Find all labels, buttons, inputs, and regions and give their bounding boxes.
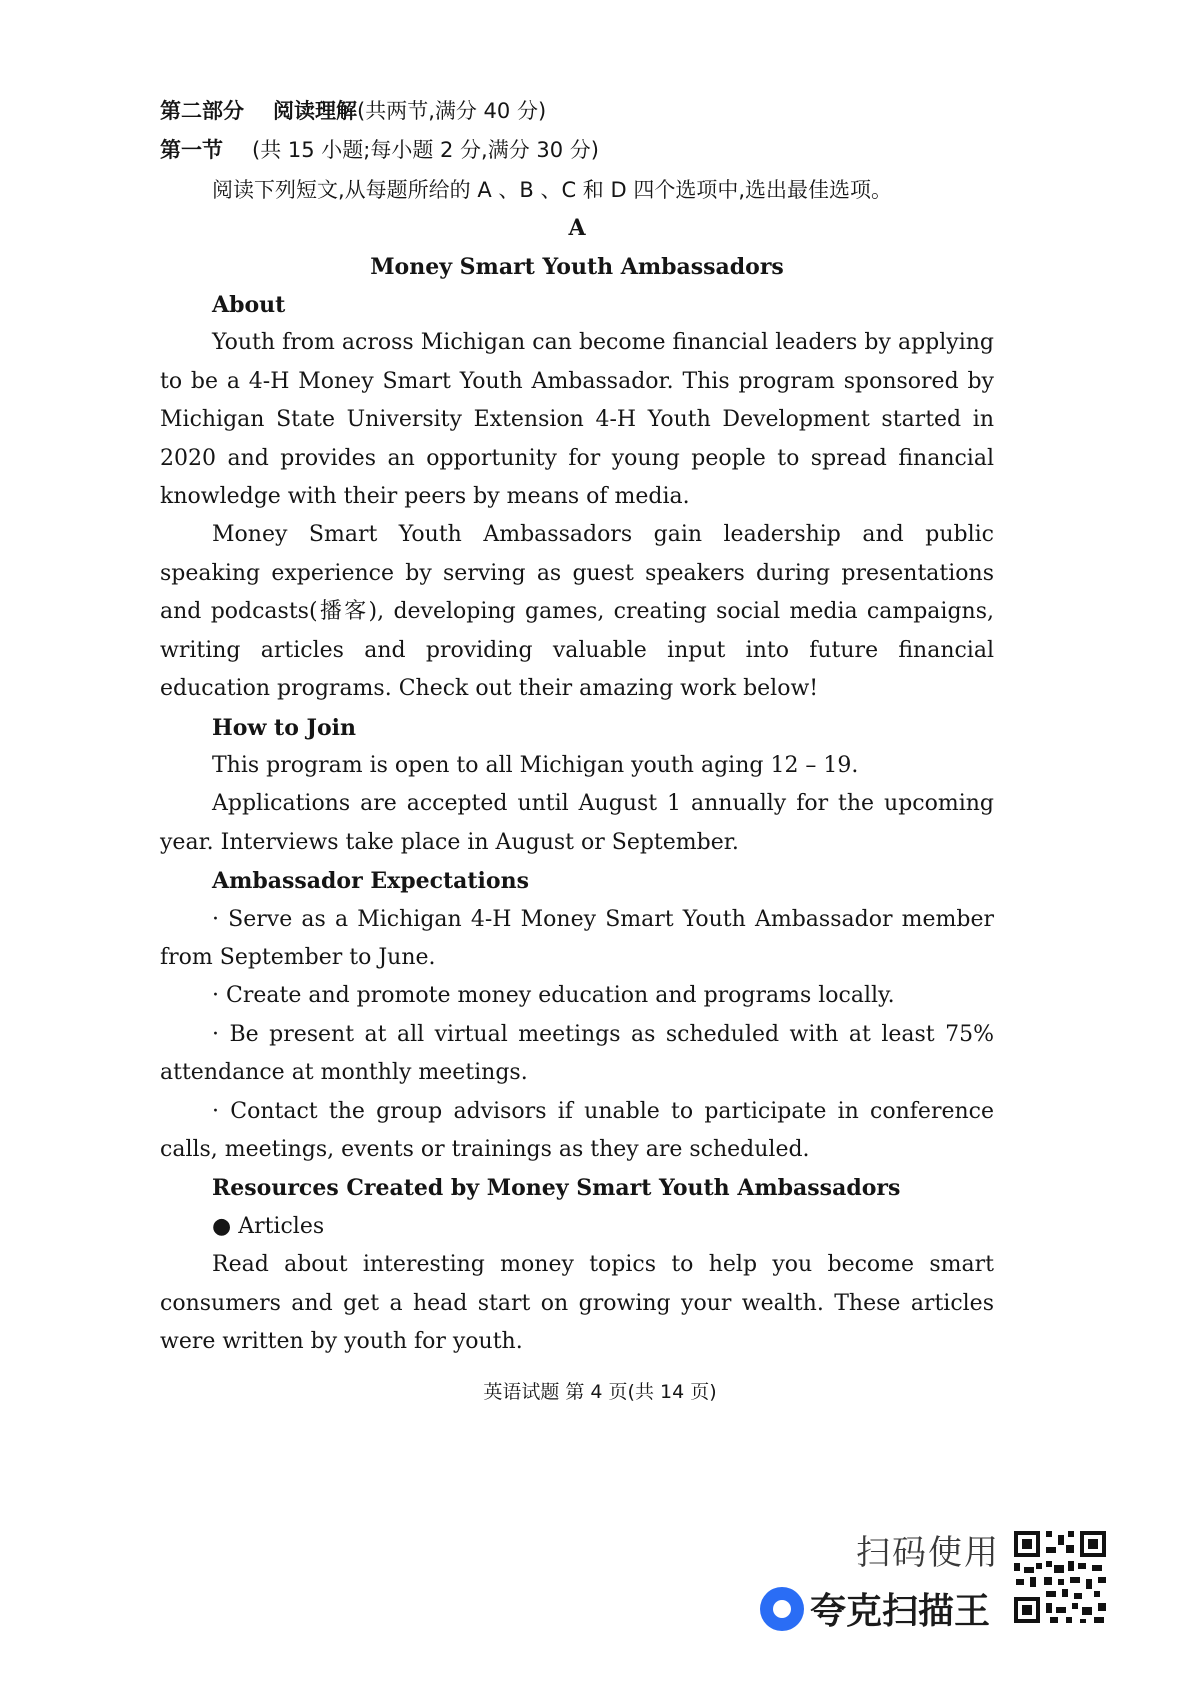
join-p2-text: Applications are accepted until August 1 annually for the upcoming year. Interviews take place in August or September. — [160, 791, 994, 855]
part-note: (共两节,满分 40 分) — [357, 99, 547, 123]
expectation-item — [160, 901, 994, 978]
about-paragraph-1 — [160, 324, 994, 516]
instruction-text: 阅读下列短文,从每题所给的 A 、B 、C 和 D 四个选项中,选出最佳选项。 — [212, 177, 893, 202]
scanner-watermark — [760, 1525, 1120, 1645]
about-paragraph-2 — [160, 516, 994, 708]
quark-logo-icon — [760, 1587, 804, 1631]
expectation-item-1: · Serve as a Michigan 4-H Money Smart Youth Ambassador member from September to June. — [160, 906, 994, 970]
part-label: 第二部分 — [160, 99, 244, 123]
expectations-heading: Ambassador Expectations — [212, 868, 529, 895]
resources-heading: Resources Created by Money Smart Youth Ambassadors — [212, 1175, 901, 1202]
expectation-item-2: · Create and promote money education and programs locally. — [212, 983, 895, 1009]
expectation-item — [160, 977, 994, 1015]
about-p2-text: Money Smart Youth Ambassadors gain leadership and public speaking experience by serving as guest speakers during presentations and podcasts(播客), developing games, creating social media campaigns, writing articles and providing valuable input into future financial education programs. Check out their amazing work below! — [160, 522, 994, 702]
part-title: 阅读理解 — [273, 99, 357, 123]
expectation-item — [160, 1016, 994, 1093]
qr-code-icon[interactable] — [1010, 1527, 1110, 1627]
passage-letter: A — [568, 215, 586, 242]
join-paragraph-2 — [160, 785, 994, 862]
join-heading: How to Join — [212, 714, 356, 741]
scan-to-use-text: 扫码使用 — [856, 1533, 1000, 1573]
about-heading: About — [212, 292, 286, 319]
articles-paragraph — [160, 1246, 994, 1361]
section-note: (共 15 小题;每小题 2 分,满分 30 分) — [252, 138, 599, 163]
scanner-brand — [760, 1583, 990, 1634]
expectation-item-4: · Contact the group advisors if unable to participate in conference calls, meetings, events or trainings as they are scheduled. — [160, 1098, 994, 1162]
about-p1-text: Youth from across Michigan can become financial leaders by applying to be a 4-H Money Smart Youth Ambassador. This program sponsored by Michigan State University Extension 4-H Youth Development started in 2020 and provides an opportunity for young people to spread financial knowledge with their peers by means of media. — [160, 330, 994, 510]
section-label: 第一节 — [160, 138, 223, 163]
page-footer: 英语试题 第 4 页(共 14 页) — [483, 1381, 717, 1403]
join-p1-text: This program is open to all Michigan youth aging 12 – 19. — [212, 752, 859, 778]
passage-title: Money Smart Youth Ambassadors — [370, 253, 784, 280]
brand-name: 夸克扫描王 — [810, 1591, 991, 1632]
page-content — [160, 92, 994, 1361]
part-heading — [160, 92, 994, 131]
join-paragraph-1 — [160, 747, 994, 785]
section-heading — [160, 131, 994, 170]
expectation-item-3: · Be present at all virtual meetings as scheduled with at least 75% attendance at monthly meetings. — [160, 1021, 994, 1086]
articles-text: Read about interesting money topics to help you become smart consumers and get a head start on growing your wealth. These articles were written by youth for youth. — [160, 1252, 994, 1354]
articles-bullet: ● Articles — [212, 1213, 325, 1239]
expectation-item — [160, 1093, 994, 1170]
